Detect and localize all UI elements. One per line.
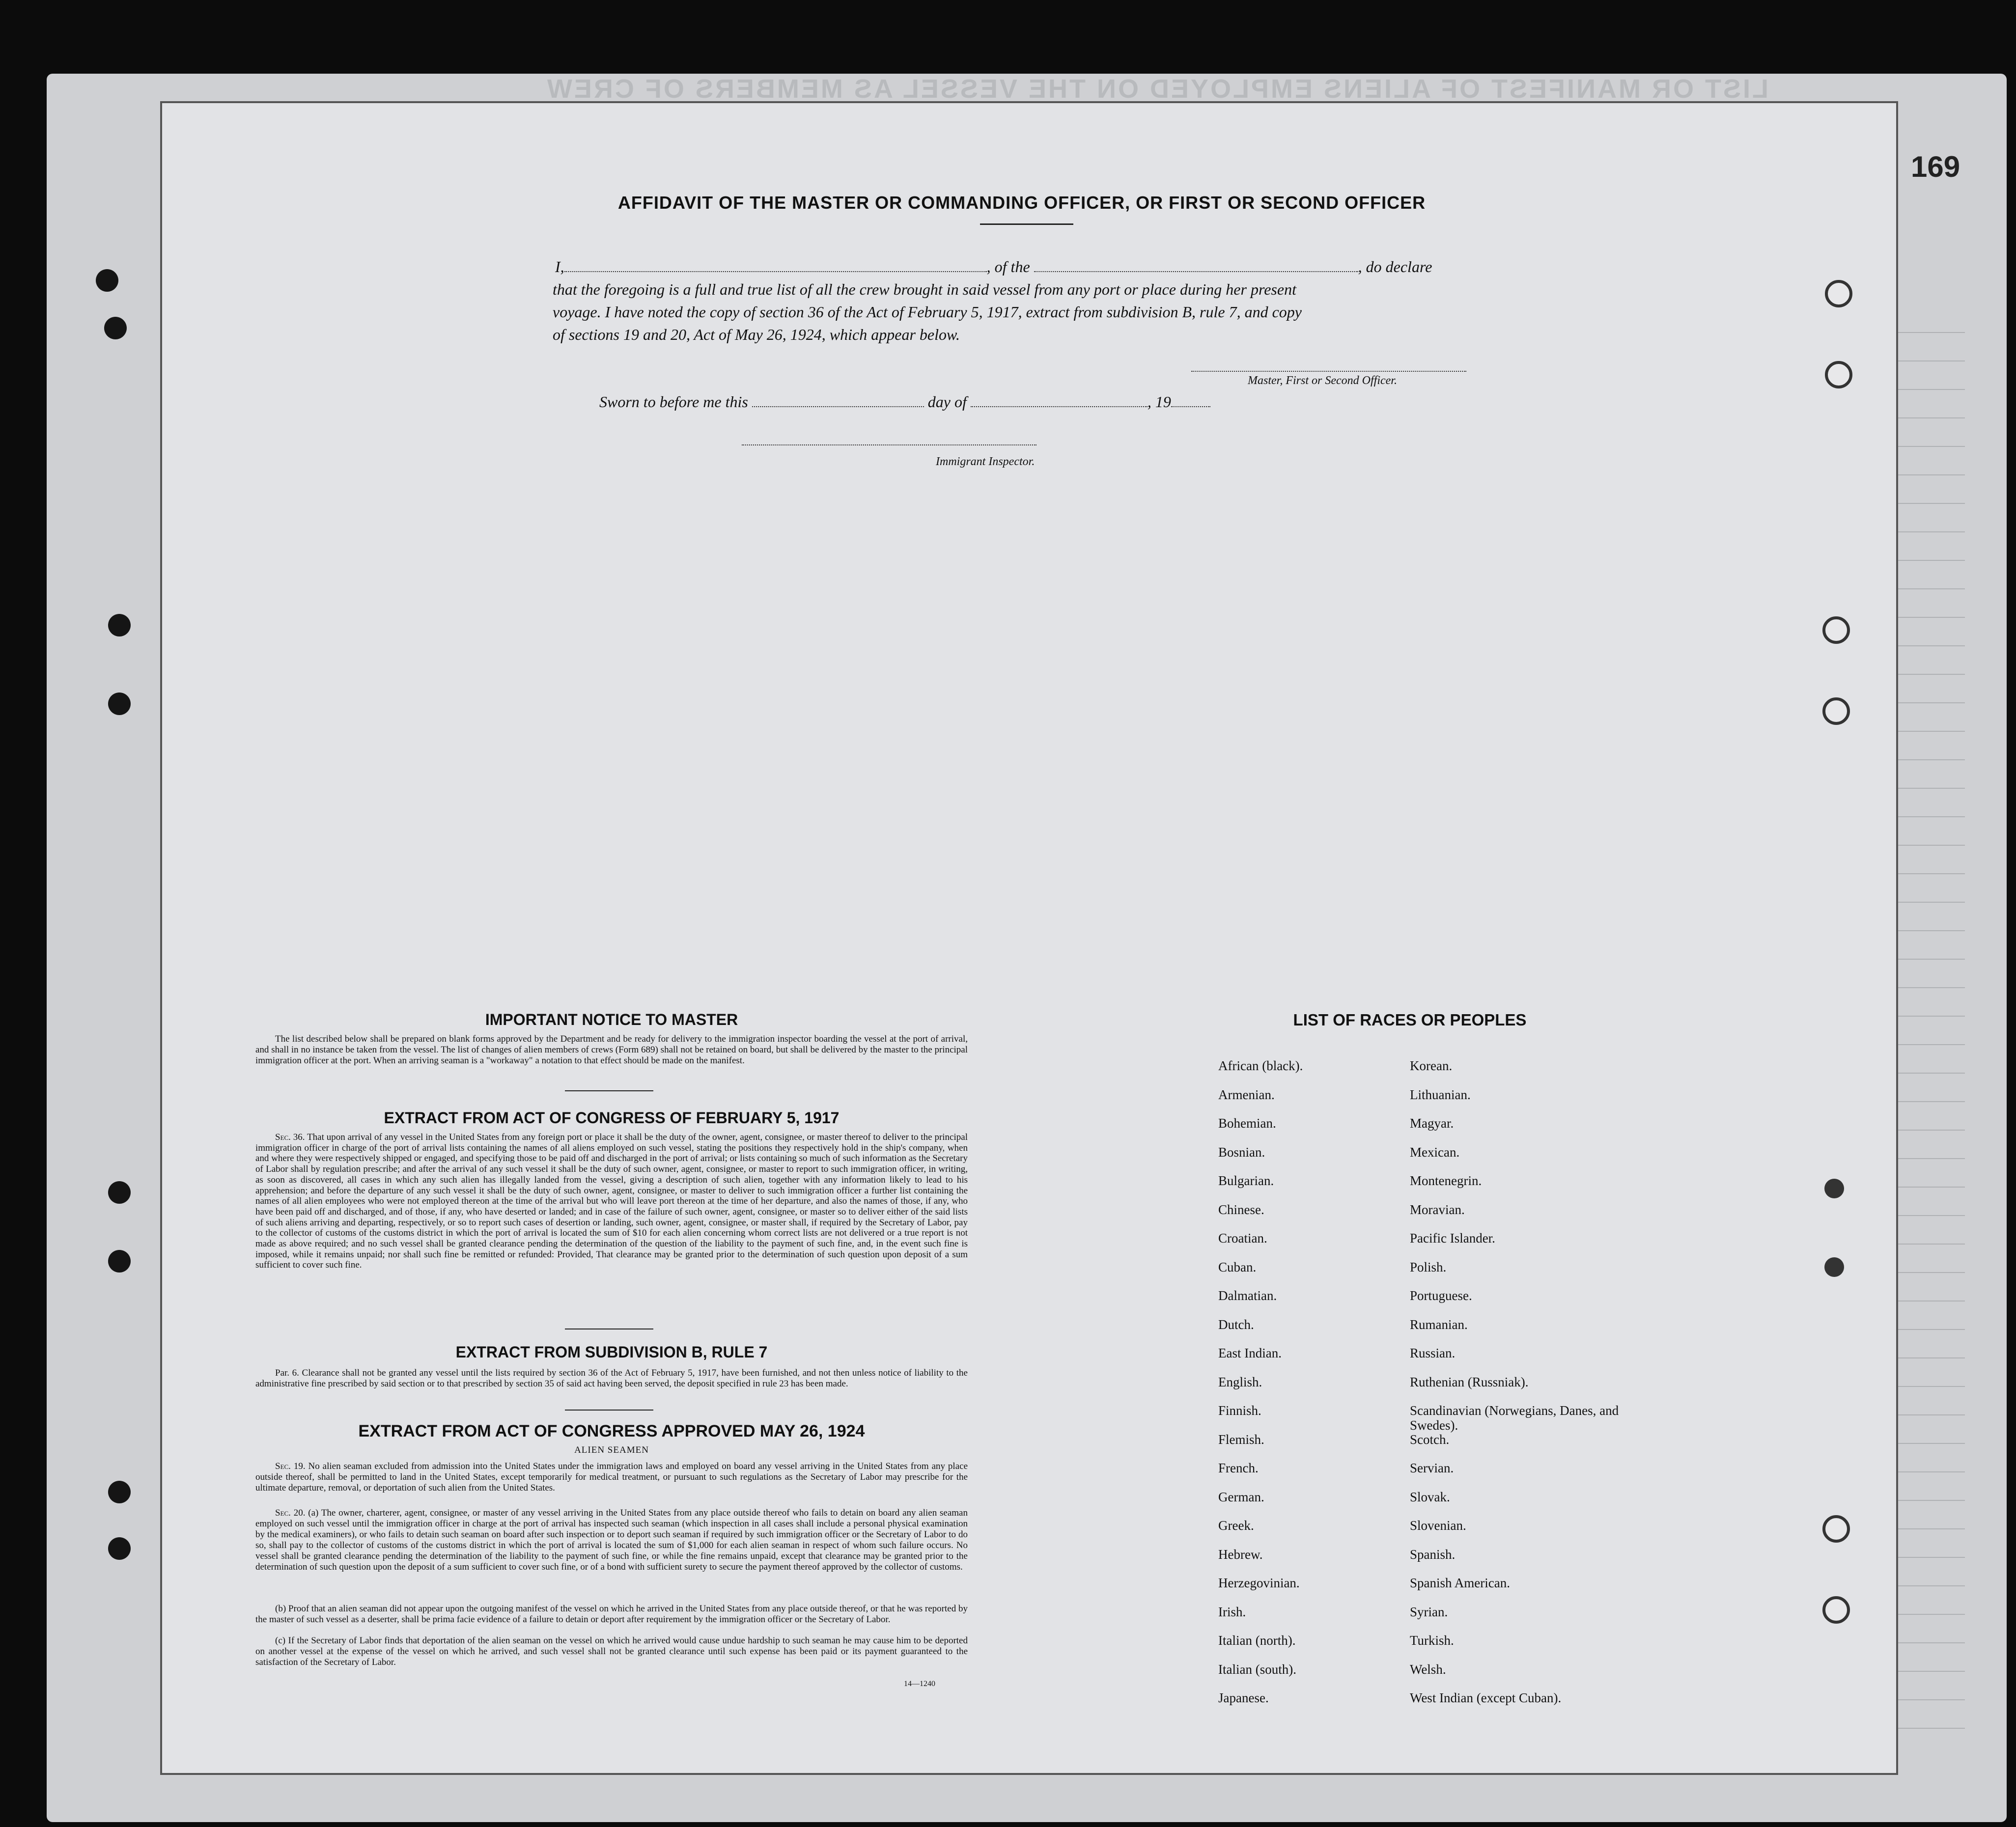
- binder-hole: [104, 317, 127, 339]
- vessel-field[interactable]: [1034, 259, 1358, 272]
- sworn-day-field[interactable]: [752, 394, 924, 407]
- page-number: 169: [1911, 150, 1960, 183]
- race-item: Italian (south).: [1218, 1661, 1296, 1677]
- race-item: Korean.: [1410, 1058, 1453, 1073]
- race-item: French.: [1218, 1461, 1259, 1475]
- section-rule: [565, 1090, 653, 1091]
- race-item: Cuban.: [1218, 1259, 1257, 1274]
- race-item: Spanish American.: [1410, 1576, 1510, 1590]
- binder-hole: [108, 1537, 131, 1560]
- race-item: Syrian.: [1410, 1604, 1448, 1619]
- race-item: West Indian (except Cuban).: [1410, 1690, 1562, 1705]
- race-item: Dalmatian.: [1218, 1288, 1277, 1303]
- race-item: Lithuanian.: [1410, 1087, 1471, 1102]
- notice-text: The list described below shall be prepared on blank forms approved by the Department and be ready for delivery to the immigration inspector boarding the vessel at the port of arrival, and shall in no instance be taken from the vessel. The list of changes of alien members of crews (Form 689) shall not be retained on board, but shall be delivered by the master to the principal immigration officer at the port. When an arriving seaman is a "workaway" a notation to that effect should be made on the manifest.: [255, 1034, 968, 1066]
- race-item: African (black).: [1218, 1058, 1303, 1073]
- race-item: Flemish.: [1218, 1432, 1264, 1447]
- sec19-text: Sec. 19. No alien seaman excluded from admission into the United States under the immigration laws and employed on board any vessel arriving in the United States from any place outside thereof, shall be permitted to land in the United States, except temporarily for medical treatment, or pursuant to such regulations as the Secretary of Labor may prescribe for the ultimate departure, removal, or deportation of such alien from the United States.: [255, 1461, 968, 1493]
- form-number: 14—1240: [904, 1680, 935, 1688]
- race-item: English.: [1218, 1374, 1262, 1389]
- master-signature-label: Master, First or Second Officer.: [1248, 374, 1397, 387]
- races-column-1: [1218, 1058, 1405, 1719]
- sworn-month-field[interactable]: [971, 394, 1148, 407]
- extract-1917-text: Sec. 36. That upon arrival of any vessel in the United States from any foreign port or place it shall be the duty of the owner, agent, consignee, or master thereof to deliver to the principal immigration officer in charge of the port of arrival lists containing the names of all aliens employed on such vessel, stating the positions they respectively hold in the ship's company, when and where they were respectively shipped or engaged, and specifying those to be paid off and discharged in the port of arrival; or lists containing so much of such information as the Secretary of Labor shall by regulation prescribe; and after the arrival of any such vessel it shall be the duty of such owner, agent, consignee, or master to report to such immigration officer, in writing, as soon as discovered, all cases in which any such alien has illegally landed from the vessel, giving a description of such alien, together with any information likely to lead to his apprehension; and before the departure of any such vessel it shall be the duty of such owner, agent, consignee, or master to deliver to such immigration officer a further list containing the names of all alien employees who were not employed thereon at the time of the arrival but who will leave port thereon at the time of her departure, and also the names of those, if any, who have been paid off and discharged, and of those, if any, who have deserted or landed; and in case of the failure of such owner, agent, consignee, or master so to deliver either of the said lists of such aliens arriving and departing, respectively, or so to report such cases of desertion or landing, such owner, agent, consignee, or master shall, if required by the Secretary of Labor, pay to the collector of customs of the customs district in which the port of arrival is located the sum of $10 for each alien concerning whom correct lists are not delivered or a true report is not made as above required; and no such vessel shall be granted clearance pending the determination of the question of the liability to the payment of such fine, and, in the event such fine is imposed, while it remains unpaid; nor shall such fine be remitted or refunded: Provided, That clearance may be granted prior to the determination of such question upon deposit of a sum sufficient to cover such fine.: [255, 1132, 968, 1271]
- binder-ring: [1822, 616, 1850, 644]
- race-item: Herzegovinian.: [1218, 1576, 1300, 1590]
- inspector-signature-label: Immigrant Inspector.: [936, 455, 1035, 468]
- race-item: Dutch.: [1218, 1317, 1254, 1332]
- race-item: Turkish.: [1410, 1633, 1454, 1648]
- race-item: Ruthenian (Russniak).: [1410, 1374, 1529, 1389]
- name-field[interactable]: [564, 259, 987, 272]
- binder-hole: [96, 269, 118, 292]
- ghost-header-text: LIST OR MANIFEST OF ALIENS EMPLOYED ON THE VESSEL AS MEMBERS OF CREW: [545, 74, 1768, 104]
- notice-title: IMPORTANT NOTICE TO MASTER: [485, 1011, 738, 1028]
- sworn-year-field[interactable]: [1171, 394, 1210, 407]
- binder-ring: [1822, 1515, 1850, 1543]
- race-item: Russian.: [1410, 1346, 1456, 1360]
- sec20-text: Sec. 20. (a) The owner, charterer, agent, consignee, or master of any vessel arriving in the United States from any place outside thereof who fails to detain on board any alien seaman employed on such vessel until the immigration officer in charge at the port of arrival has inspected such seaman (which inspection in all cases shall include a personal physical examination by the medical examiners), or who fails to detain such seaman on board after such inspection or to deport such seaman if required by such immigration officer or the Secretary of Labor to do so, shall pay to the collector of customs of the customs district in which the port of arrival is located the sum of $1,000 for each alien seaman in respect of whom such failure occurs. No vessel shall be granted clearance pending the determination of the liability to the payment of such fine, or while the fine remains unpaid, except that clearance may be granted prior to the determination of such question upon the deposit of a sum sufficient to cover such fine, or of a bond with sufficient surety to secure the payment thereof approved by the collector of customs.: [255, 1508, 968, 1572]
- race-item: Pacific Islander.: [1410, 1231, 1495, 1246]
- binder-rivet: [1824, 1257, 1844, 1277]
- race-item: Magyar.: [1410, 1116, 1454, 1131]
- binder-hole: [108, 1250, 131, 1273]
- affidavit-line-2: that the foregoing is a full and true list of all the crew brought in said vessel from any port or place during her present: [553, 280, 1296, 298]
- race-item: Rumanian.: [1410, 1317, 1468, 1332]
- race-item: Japanese.: [1218, 1690, 1269, 1705]
- race-item: Mexican.: [1410, 1144, 1460, 1160]
- alien-seamen-subtitle: ALIEN SEAMEN: [574, 1445, 649, 1455]
- race-item: East Indian.: [1218, 1346, 1282, 1360]
- race-item: Polish.: [1410, 1259, 1447, 1274]
- sec20b-text: (b) Proof that an alien seaman did not appear upon the outgoing manifest of the vessel on which he arrived in the United States from any place outside thereof, or that he was reported by the master of such vessel as a deserter, shall be prima facie evidence of a failure to detain or deport after requirement by the immigration officer or the Secretary of Labor.: [255, 1604, 968, 1625]
- race-item: Bosnian.: [1218, 1144, 1265, 1160]
- race-item: Irish.: [1218, 1604, 1246, 1619]
- race-item: Servian.: [1410, 1461, 1454, 1475]
- affidavit-body: [553, 255, 1476, 346]
- section-rule: [565, 1410, 653, 1411]
- race-item: Slovak.: [1410, 1489, 1450, 1504]
- race-item: Bohemian.: [1218, 1116, 1276, 1131]
- race-item: Italian (north).: [1218, 1633, 1296, 1648]
- title-rule: [980, 223, 1073, 225]
- race-item: Bulgarian.: [1218, 1173, 1274, 1188]
- race-item: Spanish.: [1410, 1547, 1456, 1562]
- race-item: Greek.: [1218, 1518, 1254, 1533]
- binder-ring: [1822, 697, 1850, 725]
- binder-hole: [108, 614, 131, 637]
- race-item: Portuguese.: [1410, 1288, 1472, 1303]
- sworn-line: Sworn to before me this day of , 19: [599, 393, 1210, 411]
- affidavit-line-1: I, , of the , do declare: [555, 258, 1432, 276]
- affidavit-title: AFFIDAVIT OF THE MASTER OR COMMANDING OFFICER, OR FIRST OR SECOND OFFICER: [617, 193, 1426, 213]
- binder-hole: [108, 1481, 131, 1503]
- affidavit-line-4: of sections 19 and 20, Act of May 26, 1924, which appear below.: [553, 326, 960, 343]
- sec20c-text: (c) If the Secretary of Labor finds that deportation of the alien seaman on the vessel on which he arrived would cause undue hardship to such seaman he may cause him to be deported on another vessel at the expense of the vessel on which he arrived, and such vessel shall not be granted clearance until such expense has been paid or its payment guaranteed to the satisfaction of the Secretary of Labor.: [255, 1635, 968, 1667]
- race-item: Moravian.: [1410, 1202, 1465, 1217]
- race-item: German.: [1218, 1489, 1264, 1504]
- binder-ring: [1822, 1596, 1850, 1624]
- master-signature-line[interactable]: [1191, 371, 1466, 372]
- extract-1924-title: EXTRACT FROM ACT OF CONGRESS APPROVED MAY 26, 1924: [358, 1422, 865, 1440]
- binder-hole: [108, 1181, 131, 1204]
- race-item: Finnish.: [1218, 1403, 1261, 1418]
- inspector-signature-line[interactable]: [742, 444, 1036, 445]
- race-item: Croatian.: [1218, 1231, 1267, 1246]
- binder-ring: [1825, 361, 1852, 388]
- rule7-text: Par. 6. Clearance shall not be granted any vessel until the lists required by section 36 of the Act of February 5, 1917, have been furnished, and not then unless notice of liability to the administrative fine prescribed by said section or to that prescribed by section 35 of said act having been served, the deposit specified in rule 23 has been made.: [255, 1368, 968, 1389]
- race-item: Montenegrin.: [1410, 1173, 1482, 1188]
- affidavit-line-3: voyage. I have noted the copy of section 36 of the Act of February 5, 1917, extract from subdivision B, rule 7, and copy: [553, 303, 1302, 321]
- binder-ring: [1825, 280, 1852, 307]
- race-item: Hebrew.: [1218, 1547, 1263, 1562]
- race-item: Armenian.: [1218, 1087, 1275, 1102]
- race-item: Welsh.: [1410, 1661, 1446, 1677]
- extract-1917-title: EXTRACT FROM ACT OF CONGRESS OF FEBRUARY 5, 1917: [384, 1109, 840, 1127]
- binder-hole: [108, 692, 131, 715]
- race-item: Slovenian.: [1410, 1518, 1466, 1533]
- races-column-2: [1410, 1058, 1636, 1719]
- race-item: Scotch.: [1410, 1432, 1450, 1447]
- rule7-title: EXTRACT FROM SUBDIVISION B, RULE 7: [455, 1343, 768, 1361]
- race-item: Chinese.: [1218, 1202, 1264, 1217]
- races-title: LIST OF RACES OR PEOPLES: [1293, 1011, 1527, 1029]
- race-item: Scandinavian (Norwegians, Danes, and Swedes).: [1410, 1403, 1619, 1433]
- binder-rivet: [1824, 1179, 1844, 1198]
